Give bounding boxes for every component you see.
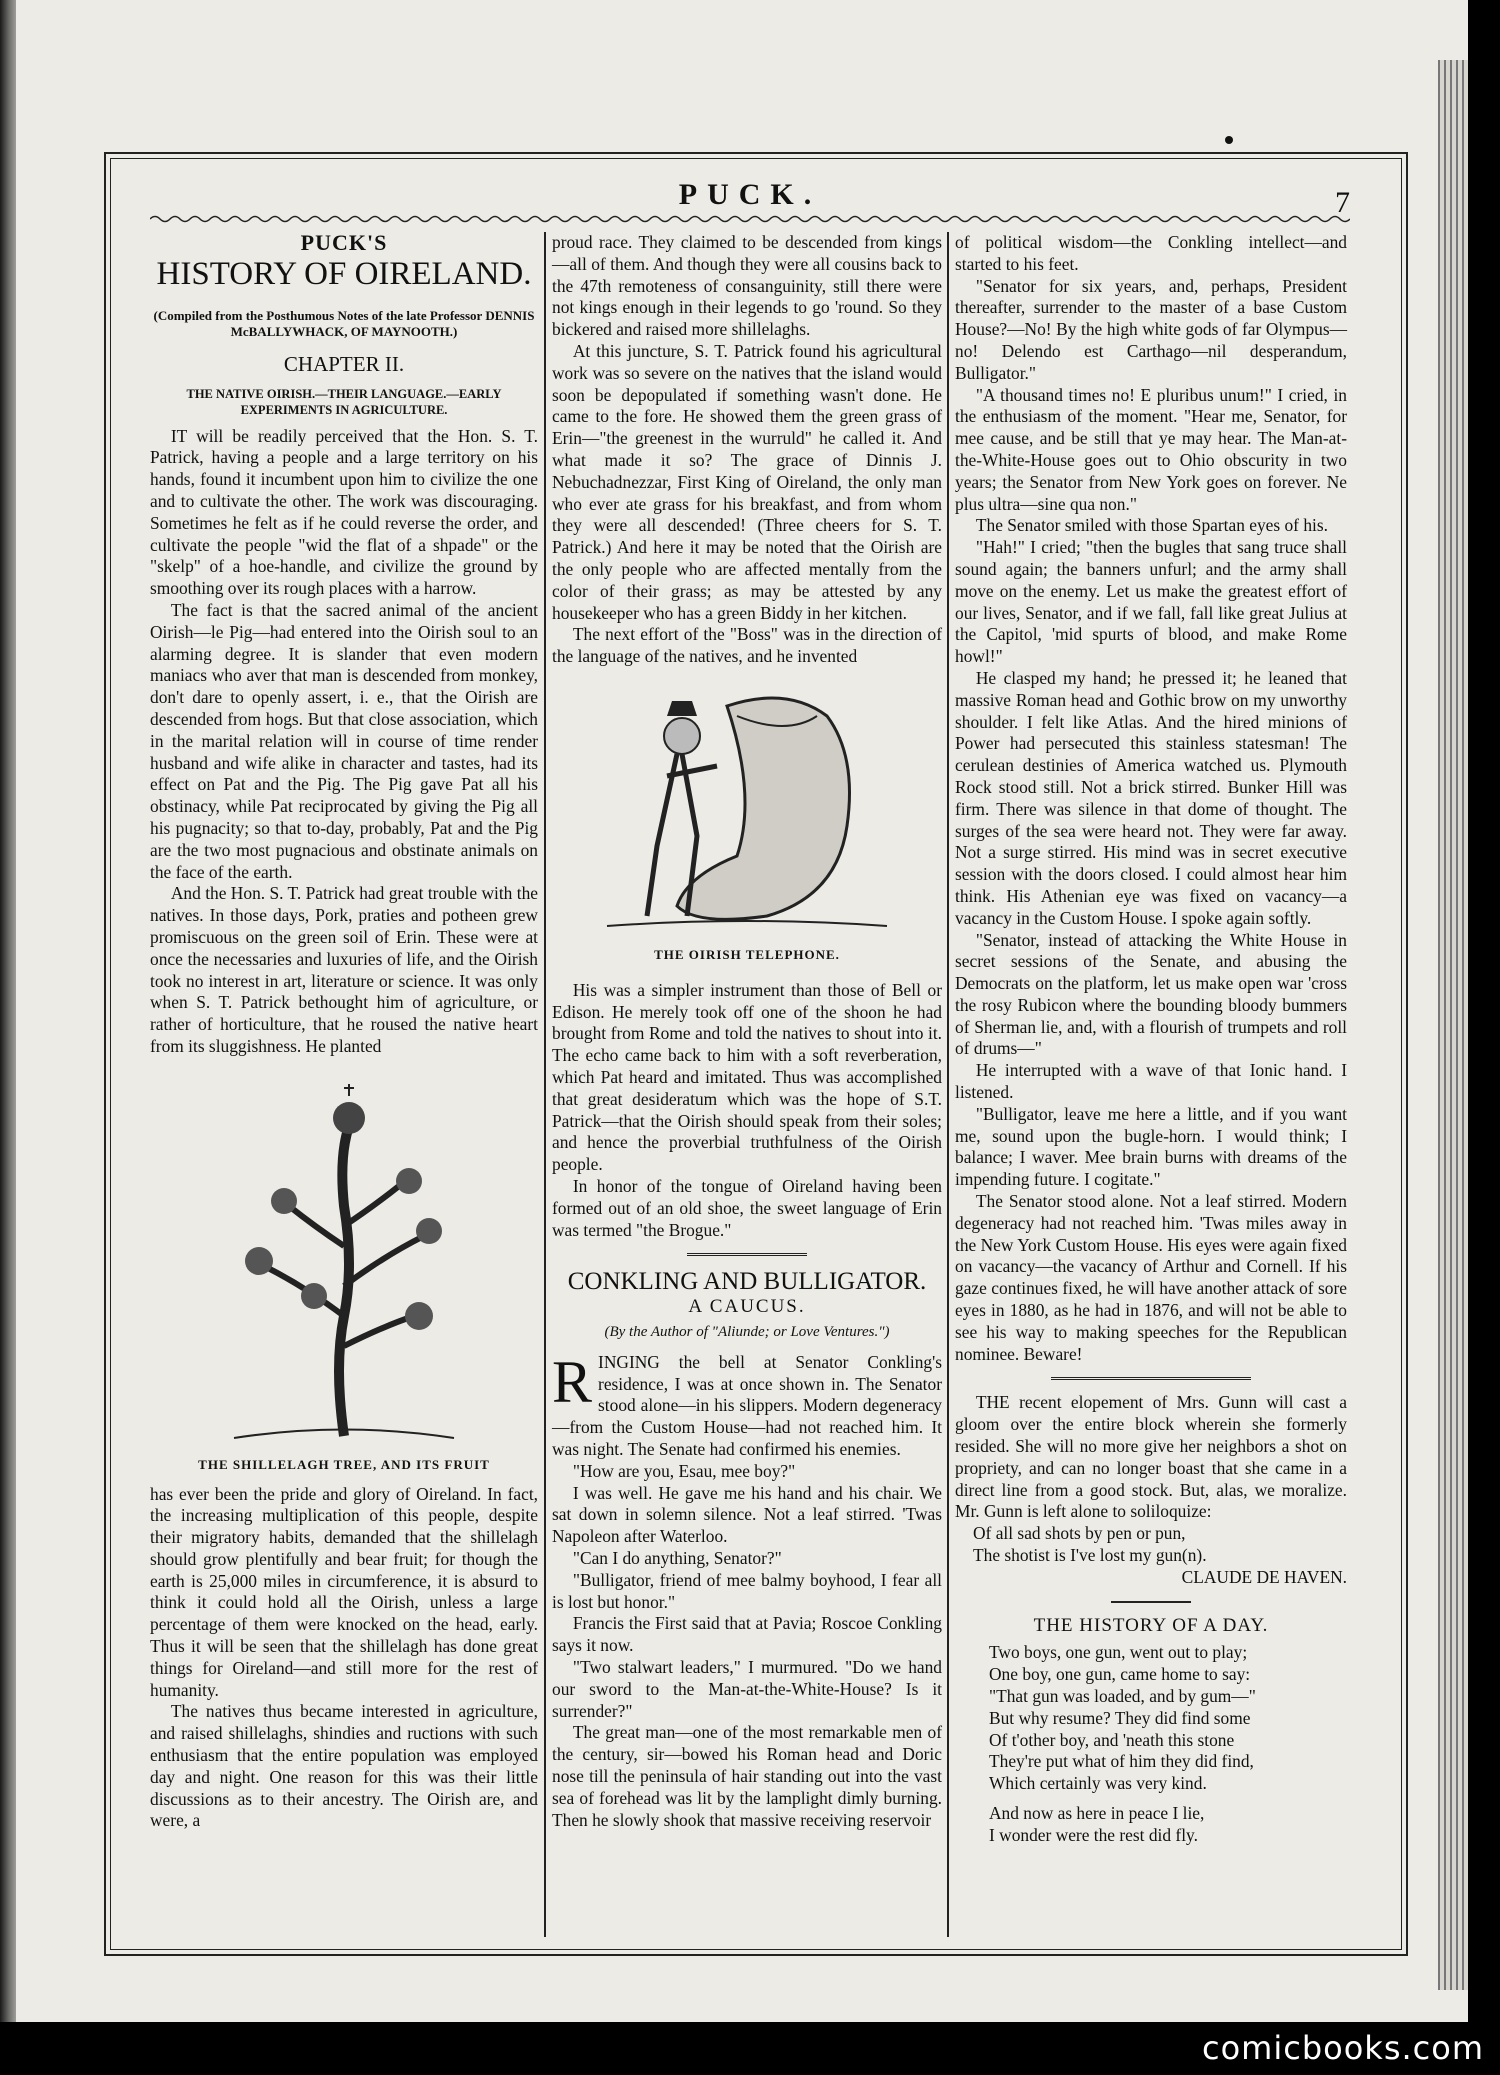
paragraph: "Senator for six years, and, perhaps, President thereafter, surrender to the master of a base Custom House?—No! By the high white gods of far Olympus—no! Delendo est Carthago—nil desperandum, Bulligator." bbox=[955, 275, 1347, 383]
section-divider bbox=[1051, 1377, 1251, 1380]
paragraph: In honor of the tongue of Oireland having been formed out of an old shoe, the sweet language of Erin was termed "the Brogue." bbox=[552, 1175, 942, 1240]
paragraph: "A thousand times no! E pluribus unum!" I cried, in the enthusiasm of the moment. "Hear me, Senator, for mee cause, and be still that ye may hear. The Man-at-the-White-House goes out to Ohio obscurity in two years; the Senator from New York goes on forever. Ne plus ultra—sine qua non." bbox=[955, 384, 1347, 514]
paragraph: His was a simpler instrument than those of Bell or Edison. He merely took off one of the shoon he had brought from Rome and told the natives to shout into it. The echo came back to him with a soft reverberation, which Pat heard and imitated. Thus was accomplished that great desideratum which was the hope of S.T. Patrick—that the Oirish should speak from their soles; and hence the proverbial truthfulness of the Oirish people. bbox=[552, 979, 942, 1175]
poem-line: I wonder were the rest did fly. bbox=[989, 1824, 1198, 1845]
paragraph: Francis the First said that at Pavia; Roscoe Conkling says it now. bbox=[552, 1613, 942, 1656]
page-edges bbox=[1438, 60, 1468, 1990]
chapter-heading: CHAPTER II. bbox=[283, 351, 405, 376]
paragraph: The great man—one of the most remarkable men of the century, sir—bowed his Roman head and Doric nose till the peninsula of hair standing out into the vast sea of forehead was lit by the lamplight dimly burning. Then he slowly shook that massive receiving reservoir bbox=[552, 1722, 942, 1830]
poem-title: THE HISTORY OF A DAY. bbox=[1033, 1614, 1269, 1636]
section-divider bbox=[1111, 1601, 1191, 1603]
byline: (By the Author of "Aliunde; or Love Ventures.") bbox=[604, 1324, 890, 1341]
paragraph: The next effort of the "Boss" was in the direction of the language of the natives, and he invented bbox=[552, 624, 942, 667]
paragraph: THE recent elopement of Mrs. Gunn will cast a gloom over the entire block wherein she formerly resided. She will no more give her neighbors a shot on propriety, and can no longer boast that she came in a direct line from a good stock. But, alas, we moralize. Mr. Gunn is left alone to soliloquize: bbox=[955, 1392, 1347, 1522]
poem-line: Which certainly was very kind. bbox=[989, 1773, 1207, 1794]
poem-line: "That gun was loaded, and by gum—" bbox=[989, 1686, 1256, 1706]
paragraph: of political wisdom—the Conkling intellect—and started to his feet. bbox=[955, 232, 1347, 274]
compiled-note: (Compiled from the Posthumous Notes of the late Professor DENNIS McBALLYWHACK, OF MAYNOOTH.) bbox=[153, 307, 535, 339]
page-header bbox=[150, 178, 1350, 218]
paragraph: INGING the bell at Senator Conkling's residence, I was at once shown in. The Senator stood alone—in his slippers. Modern degeneracy—from the Custom House—had not reached him. It was night. The Senate had confirmed his enemies. bbox=[552, 1351, 942, 1460]
article-kicker: PUCK'S bbox=[300, 230, 388, 255]
paragraph: The Senator smiled with those Spartan eyes of his. bbox=[975, 515, 1328, 536]
shillelagh-tree-illustration bbox=[194, 1066, 494, 1446]
paragraph: "How are you, Esau, mee boy?" bbox=[572, 1460, 796, 1481]
poem-line: But why resume? They did find some bbox=[989, 1707, 1251, 1728]
poem-line: Two boys, one gun, went out to play; bbox=[989, 1642, 1248, 1663]
poem-line: They're put what of him they did find, bbox=[989, 1751, 1254, 1772]
chapter-subtitle: THE NATIVE OIRISH.—THEIR LANGUAGE.—EARLY EXPERIMENTS IN AGRICULTURE. bbox=[186, 386, 502, 417]
section-divider bbox=[687, 1253, 807, 1256]
site-watermark: comicbooks.com bbox=[1201, 2029, 1484, 2067]
illustration-caption: THE SHILLELAGH TREE, AND ITS FRUIT bbox=[198, 1456, 490, 1472]
poem-line: And now as here in peace I lie, bbox=[989, 1802, 1205, 1823]
paragraph: The Senator stood alone. Not a leaf stirred. Modern degeneracy had not reached him. 'Twas miles away in the New York Custom House. His eyes were again fixed on vacancy—the vacancy of Arthur and Cornell. If his gaze continues fixed, he will have another attack of sore eyes in 1880, as he had in 1876, and will not be able to see his way to making speeches for the Republican nominee. Beware! bbox=[955, 1191, 1347, 1364]
paragraph: "Hah!" I cried; "then the bugles that sang truce shall sound again; the banners unfurl; and the army shall move on the enemy. Let us make the greatest effort of our lives, Senator, and if we fall, fall like great Julius at the Capitol, 'mid spurts of blood, and make Rome howl!" bbox=[955, 537, 1347, 667]
paragraph: The natives thus became interested in agriculture, and raised shillelaghs, shindies and ructions with such enthusiasm that the entire population was employed day and night. One reason for this was their little discussions as to their ancestry. The Oirish are, and were, a bbox=[150, 1701, 538, 1831]
column-1 bbox=[150, 232, 538, 2075]
paragraph: He clasped my hand; he pressed it; he leaned that massive Roman head and Gothic brow on my unworthy shoulder. I felt like Atlas. And the hired minions of Power had persecuted this stainless statesman! The cerulean destinies of America watched us. Plymouth Rock stood still. Not a brick stirred. Bunker Hill was firm. There was silence in that dome of thought. The surges of the sea were heard not. They were far away. Not a surge stirred. His mind was in secret executive session with the doors closed. I could almost hear him think. His Athenian eye was fixed on vacancy—a vacancy in the Custom House. I spoke again softly. bbox=[955, 667, 1347, 928]
column-rule bbox=[947, 232, 949, 1937]
signature: CLAUDE DE HAVEN. bbox=[1181, 1566, 1347, 1587]
paragraph: "Bulligator, friend of mee balmy boyhood, I fear all is lost but honor." bbox=[552, 1569, 942, 1612]
paragraph: "Bulligator, leave me here a little, and if you want me, sound upon the bugle-horn. I would think; I balance; I waver. Mee brain burns with dreams of the impending future. I cogitate." bbox=[955, 1103, 1347, 1190]
article-title: CONKLING AND BULLIGATOR. bbox=[567, 1268, 927, 1296]
paragraph: The fact is that the sacred animal of the ancient Oirish—le Pig—had entered into the Oirish soul to an alarming degree. It is slander that even modern maniacs who aver that man is descended from monkey, don't dare to openly assert, i. e., that the Oirish are descended from hogs. But that close association, which in the marital relation will in course of time render husband and wife alike in character and tastes, had its effect on Pat and the Pig. The Pig gave Pat all his obstinacy, while Pat reciprocated by giving the Pig all his pugnacity; so that to-day, probably, Pat and the Pig are the two most pugnacious and obstinate animals on the face of the earth. bbox=[150, 599, 538, 882]
column-2 bbox=[552, 232, 942, 2075]
masthead: PUCK. bbox=[678, 178, 822, 211]
verse-line: Of all sad shots by pen or pun, bbox=[973, 1523, 1186, 1544]
paragraph: And the Hon. S. T. Patrick had great trouble with the natives. In those days, Pork, praties and potheen grew promiscuous on the green soil of Erin. These were at once the necessaries and luxuries of life, and the Oirish took no interest in art, literature or science. It was only when S. T. Patrick bethought him of agriculture, or rather of horticulture, that he roused the native heart from its sluggishness. He planted bbox=[150, 883, 538, 1056]
paragraph: has ever been the pride and glory of Oireland. In fact, the increasing multiplication of this people, despite their migratory habits, demanded that the shillelagh should grow plentifully and bear fruit; for though the earth is 25,000 miles in circumference, it is absurd to think it could hold all the Oirish, unless a large percentage of them were knocked on the head, early. Thus it will be seen that the shillelagh has done great things for Oireland—and still more for the rest of humanity. bbox=[150, 1483, 538, 1700]
paragraph: "Two stalwart leaders," I murmured. "Do we hand our sword to the Man-at-the-White-House? Is it surrender?" bbox=[552, 1657, 942, 1721]
paragraph: "Can I do anything, Senator?" bbox=[572, 1548, 782, 1569]
paragraph: IT will be readily perceived that the Hon. S. T. Patrick, having a people and a large territory on his hands, found it incumbent upon him to civilize the one and to cultivate the other. The work was discouraging. Sometimes he felt as if he could reverse the order, and cultivate the people "wid the flat of a shpade" or the "skelp" of a hoe-handle, and civilize the ground by smoothing over its rough places with a harrow. bbox=[150, 425, 538, 599]
page-number: 7 bbox=[1335, 186, 1350, 219]
column-3 bbox=[955, 232, 1347, 2075]
paragraph: He interrupted with a wave of that Ionic hand. I listened. bbox=[955, 1060, 1347, 1103]
poem-line: One boy, one gun, came home to say: bbox=[989, 1664, 1251, 1685]
ink-dot bbox=[1225, 136, 1233, 144]
header-rule bbox=[150, 214, 1350, 224]
oirish-telephone-illustration bbox=[587, 676, 907, 936]
paragraph: I was well. He gave me his hand and his chair. We sat down in solemn silence. Not a leaf stirred. 'Twas Napoleon after Waterloo. bbox=[552, 1482, 942, 1547]
illustration-caption: THE OIRISH TELEPHONE. bbox=[654, 946, 840, 962]
paragraph: At this juncture, S. T. Patrick found his agricultural work was so severe on the natives that the island would soon be depopulated if something wasn't done. He came to the fore. He showed them the green grass of Erin—"the greenest in the wurruld" he called it. And what made it so? The grace of Dinnis J. Nebuchadnezzar, First King of Oireland, the only man who ever ate grass for his breakfast, and from whom they were all descended! (Three cheers for S. T. Patrick.) And here it may be noted that the Oirish are the only people who are affected mentally from the color of their grass; as may be attested by any housekeeper who has a green Biddy in her kitchen. bbox=[552, 340, 942, 623]
paragraph: proud race. They claimed to be descended from kings—all of them. And though they were all cousins back to the 47th remoteness of consanguinity, still there were not kings enough in their legends to go 'round. So they bickered and raised more shillelaghs. bbox=[552, 232, 942, 340]
paragraph: "Senator, instead of attacking the White House in secret sessions of the Senate, and abusing the Democrats on the platform, let us make open war 'cross the rosy Rubicon where the bounding bloody bummers of Sherman lie, and, with a flourish of trumpets and roll of drums—" bbox=[955, 929, 1347, 1059]
verse-line: The shotist is I've lost my gun(n). bbox=[973, 1545, 1207, 1566]
column-rule bbox=[544, 232, 546, 1937]
article-title: HISTORY OF OIRELAND. bbox=[156, 255, 532, 292]
poem-line: Of t'other boy, and 'neath this stone bbox=[989, 1729, 1235, 1750]
article-subtitle: A CAUCUS. bbox=[688, 1296, 806, 1318]
drop-cap: R bbox=[552, 1348, 593, 1415]
